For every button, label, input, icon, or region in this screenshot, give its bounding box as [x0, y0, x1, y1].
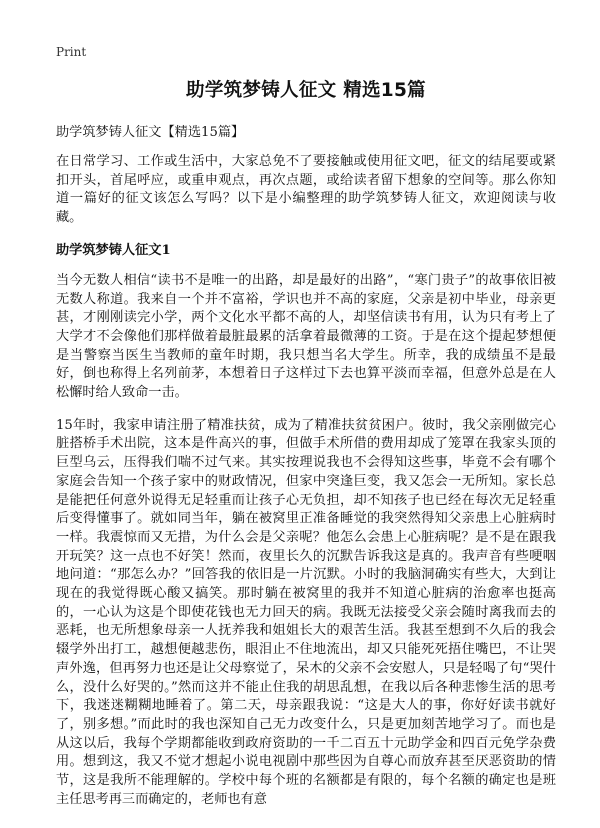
- print-label: Print: [56, 45, 87, 59]
- intro-paragraph: 在日常学习、工作或生活中，大家总免不了要接触或使用征文吧，征文的结尾要或紧扣开头，首尾呼应，或重申观点，再次点题，或给读者留下想象的空间等。那么你知道一篇好的征文该怎么写吗？以下是小编整理的助学筑梦铸人征文，欢迎阅读与收藏。: [56, 154, 556, 226]
- body-paragraph-2: 15年时，我家申请注册了精准扶贫，成为了精准扶贫贫困户。彼时，我父亲刚做完心脏搭桥手术出院，这本是件高兴的事，但做手术所借的费用却成了笼罩在我家头顶的巨型乌云，压得我们喘不过气来。其实按理说我也不会得知这些事，毕竟不会有哪个家庭会告知一个孩子家中的财政情况，但家中突逢巨变，我又怎会一无所知。家长总是能把任何意外说得无足轻重而让孩子心无负担，却不知孩子也已经在每次无足轻重后变得懂事了。就如同当年，躺在被窝里正准备睡觉的我突然得知父亲患上心脏病时一样。我震惊而又无措，为什么会是父亲呢？他怎么会患上心脏病呢？是不是在跟我开玩笑？这一点也不好笑！然而，夜里长久的沉默告诉我这是真的。我声音有些哽咽地问道：“那怎么办？”回答我的依旧是一片沉默。小时的我脑洞确实有些大，大到让现在的我觉得既心酸又搞笑。那时躺在被窝里的我并不知道心脏病的治愈率也挺高的，一心认为这是个即使花钱也无力回天的病。我既无法接受父亲会随时离我而去的恶耗，也无所想象母亲一人抚养我和姐姐长大的艰苦生活。我甚至想到不久后的我会辍学外出打工，越想便越悲伤，眼泪止不住地流出，却又只能死死捂住嘴巴，不让哭声外逸，但再努力也还是让父母察觉了，呆木的父亲不会安慰人，只是轻喝了句“哭什么，没什么好哭的。”然而这并不能止住我的胡思乱想，在我以后各种悲惨生活的思考下，我迷迷糊糊地睡着了。第二天，母亲跟我说：“这是大人的事，你好好读书就好了，别多想。”而此时的我也深知自己无力改变什么，只是更加刻苦地学习了。而也是从这以后，我每个学期都能收到政府资助的一千二百五十元助学金和四百元免学杂费用。想到这，我又不觉才想起小说电视剧中那些因为自尊心而放弃甚至厌恶资助的情节，这是我所不能理解的。学校中每个班的名额都是有限的，每个名额的确定也是班主任思考再三而确定的，老师也有意: [56, 417, 556, 807]
- section-heading: 助学筑梦铸人征文1: [56, 242, 171, 258]
- document-subtitle: 助学筑梦铸人征文【精选15篇】: [56, 125, 245, 140]
- document-title: 助学筑梦铸人征文 精选15篇: [186, 80, 426, 101]
- body-paragraph-1: 当今无数人相信“读书不是唯一的出路，却是最好的出路”，“寒门贵子”的故事依旧被无数人称道。我来自一个并不富裕，学识也并不高的家庭，父亲是初中毕业，母亲更甚，才刚刚读完小学，两个文化水平都不高的人，却坚信读书有用，认为只有考上了大学才不会像他们那样做着最脏最累的活拿着最微薄的工资。于是在这个提起梦想便是当警察当医生当教师的童年时期，我只想当名大学生。所幸，我的成绩虽不是最好，倒也称得上名列前茅，本想着日子这样过下去也算平淡而幸福，但意外总是在人松懈时给人致命一击。: [56, 272, 556, 401]
